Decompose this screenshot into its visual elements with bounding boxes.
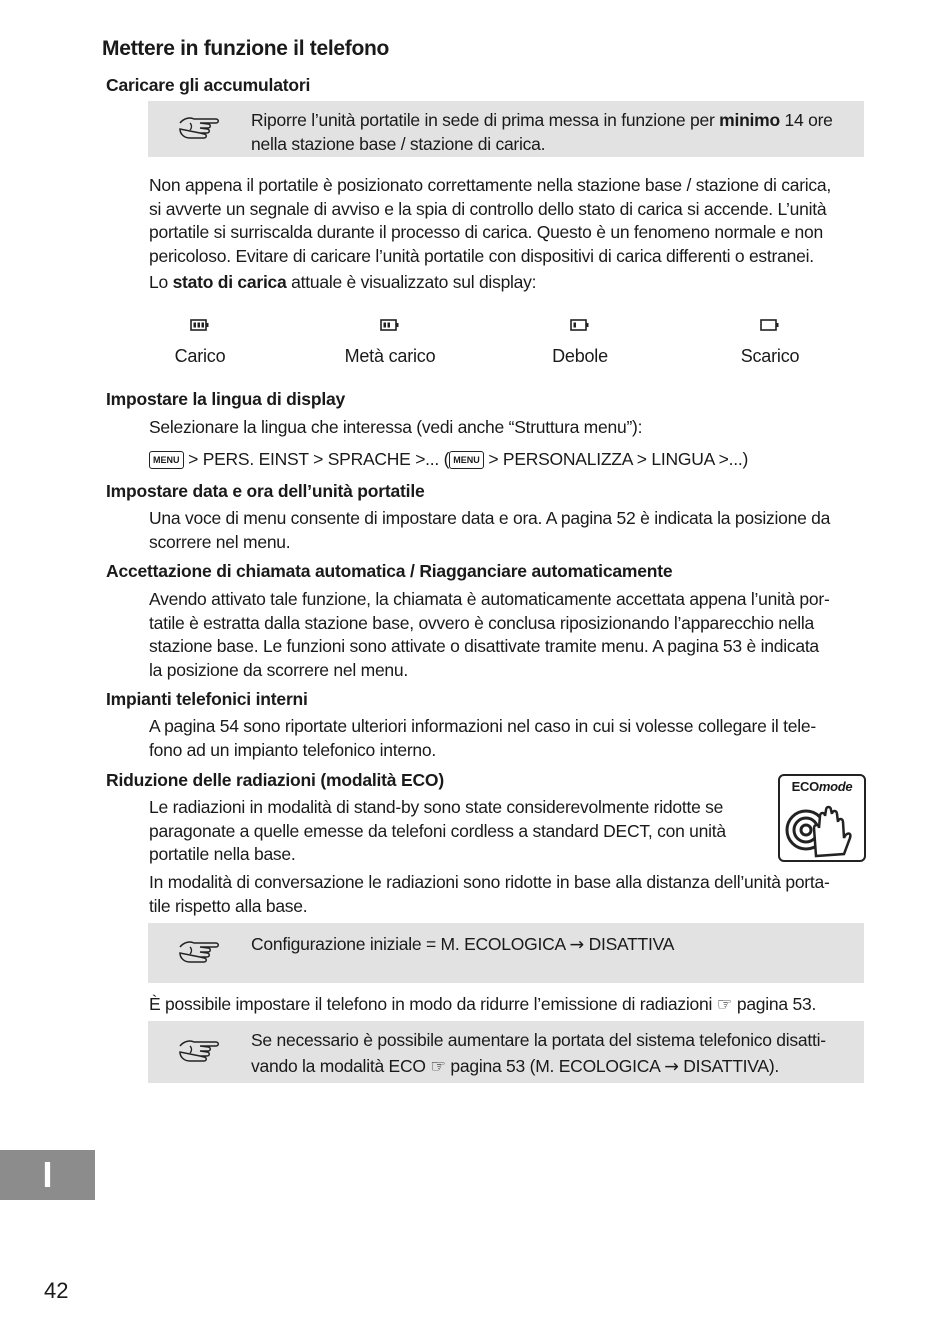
note-text-line: Se necessario è possibile aumentare la portata del sistema telefonico disatti- (251, 1030, 826, 1050)
note-text-part: DISATTIVA (583, 934, 675, 954)
language-menu-path (149, 448, 748, 472)
battery-full-icon (190, 318, 210, 332)
battery-state-label: Scarico (740, 346, 800, 366)
paragraph-line: stazione base. Le funzioni sono attivate o disattivate tramite menu. A pagina 53 è indicata (149, 636, 819, 656)
note-text-part: Configurazione iniziale = M. ECOLOGICA (251, 934, 570, 954)
pointing-hand-icon (178, 1038, 220, 1064)
page-reference-icon: ☞ (716, 995, 733, 1015)
paragraph-line: la posizione da scorrere nel menu. (149, 659, 409, 680)
paragraph-line: paragonate a quelle emesse da telefoni cordless a standard DECT, con unità (149, 820, 726, 841)
radiation-hand-icon (784, 798, 862, 858)
battery-states (150, 318, 868, 378)
battery-half-icon (380, 318, 400, 332)
eco-range-note-text (251, 1027, 856, 1080)
language-text: Selezionare la lingua che interessa (vedi anche “Struttura menu”): (149, 417, 643, 437)
page-reference-icon: ☞ (430, 1057, 446, 1077)
note-text-line: nella stazione base / stazione di carica. (251, 134, 546, 154)
menu-key-icon: MENU (149, 451, 184, 469)
paragraph-line: Le radiazioni in modalità di stand-by sono state considerevolmente ridotte se (149, 797, 724, 817)
paragraph-line: portatile nella base. (149, 844, 296, 864)
paragraph-line: scorrere nel menu. (149, 531, 291, 552)
text-bold: stato di carica (172, 272, 287, 292)
battery-state-full (145, 318, 255, 367)
eco-possible-text (149, 993, 816, 1018)
battery-low-icon (570, 318, 590, 332)
paragraph-line: si avverte un segnale di avviso e la spia di controllo dello stato di carica si accende. L’unità (149, 198, 827, 219)
eco-paragraph-2 (149, 871, 869, 918)
pointing-hand-icon (178, 115, 220, 141)
paragraph-line: Avendo attivato tale funzione, la chiamata è automaticamente accettata appena l’unità por- (149, 589, 830, 609)
eco-logo-eco: ECO (791, 779, 819, 794)
datetime-paragraph (149, 507, 869, 554)
eco-logo-mode: mode (818, 779, 853, 794)
note-text-bold: minimo (719, 110, 780, 130)
page-number: 42 (44, 1278, 69, 1303)
battery-state-empty (715, 318, 825, 367)
section-title: Mettere in funzione il telefono (102, 37, 390, 60)
paragraph-line: Una voce di menu consente di impostare data e ora. A pagina 52 è indicata la posizione da (149, 508, 831, 528)
paragraph-line: fono ad un impianto telefonico interno. (149, 739, 436, 760)
pbx-paragraph (149, 715, 869, 762)
menu-path-text: > PERS. EINST > SPRACHE >... ( (183, 449, 450, 469)
text-part: pagina 53. (732, 994, 817, 1014)
eco-paragraph-1 (149, 796, 759, 867)
charging-paragraph (149, 174, 869, 268)
pbx-heading: Impianti telefonici interni (106, 689, 308, 709)
battery-state-label: Debole (552, 346, 608, 366)
pointing-hand-icon (178, 939, 220, 965)
note-text-part: 14 ore (779, 110, 833, 130)
eco-range-note (148, 1021, 864, 1083)
battery-state-label: Metà carico (344, 346, 436, 366)
text-part: È possibile impostare il telefono in modo da ridurre l’emissione di radiazioni (149, 994, 717, 1014)
menu-path-text: > PERSONALIZZA > LINGUA >...) (483, 449, 749, 469)
note-text-part: Riporre l’unità portatile in sede di prima messa in funzione per (251, 110, 720, 130)
eco-logo-text (780, 779, 864, 794)
eco-default-note (148, 923, 864, 983)
datetime-heading: Impostare data e ora dell’unità portatile (106, 481, 425, 501)
battery-state-label: Carico (174, 346, 226, 366)
note-text-part: DISATTIVA). (678, 1056, 780, 1076)
language-heading: Impostare la lingua di display (106, 389, 346, 409)
paragraph-line: pericoloso. Evitare di caricare l’unità portatile con dispositivi di carica differenti o estranei. (149, 245, 814, 266)
paragraph-line: tile rispetto alla base. (149, 895, 308, 916)
paragraph-line: In modalità di conversazione le radiazioni sono ridotte in base alla distanza dell’unità porta- (149, 872, 830, 892)
autoanswer-heading: Accettazione di chiamata automatica / Riagganciare automaticamente (106, 561, 673, 581)
text-part: Lo (149, 272, 173, 292)
arrow-icon: → (569, 935, 584, 955)
paragraph-line: A pagina 54 sono riportate ulteriori informazioni nel caso in cui si volesse collegare il tele- (149, 716, 816, 736)
eco-mode-logo (778, 774, 866, 862)
eco-heading: Riduzione delle radiazioni (modalità ECO) (106, 770, 444, 790)
charging-state-text (149, 271, 536, 295)
paragraph-line: Non appena il portatile è posizionato correttamente nella stazione base / stazione di carica, (149, 175, 832, 195)
menu-key-icon: MENU (449, 451, 484, 469)
charging-note-text (251, 108, 856, 156)
battery-state-half (335, 318, 445, 367)
note-text-part: pagina 53 (M. ECOLOGICA (445, 1056, 665, 1076)
text-part: attuale è visualizzato sul display: (286, 272, 537, 292)
paragraph-line: portatile si surriscalda durante il processo di carica. Questo è un fenomeno normale e non (149, 222, 823, 242)
battery-state-low (525, 318, 635, 367)
paragraph-line: tatile è estratta dalla stazione base, ovvero è conclusa riposizionando l’apparecchio nella (149, 612, 815, 633)
charging-note (148, 101, 864, 157)
eco-default-note-text (251, 932, 856, 957)
language-tab: I (0, 1150, 95, 1200)
arrow-icon: → (664, 1057, 679, 1077)
note-text-part: vando la modalità ECO (251, 1056, 431, 1076)
battery-empty-icon (760, 318, 780, 332)
autoanswer-paragraph (149, 588, 869, 682)
charging-heading: Caricare gli accumulatori (106, 75, 311, 95)
